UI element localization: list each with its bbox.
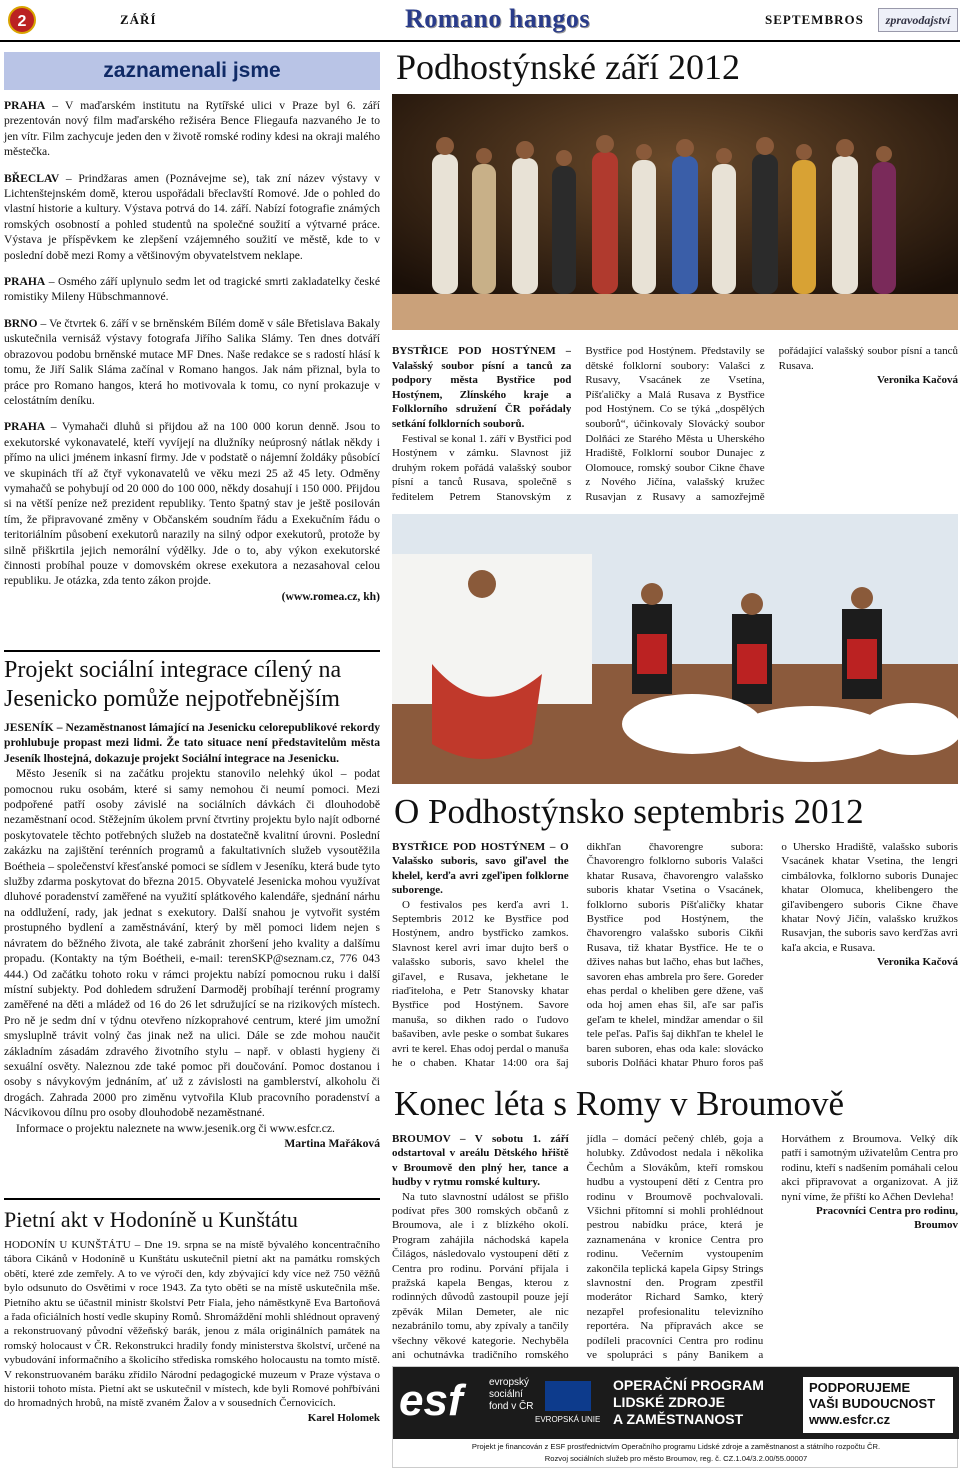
esf-logo-icon: esf [399,1376,463,1425]
section-banner: zaznamenali jsme [4,52,380,90]
ad-footer: Projekt je financován z ESF prostřednictvím Operačního programu Lidské zdroje a zaměstnanost a státního rozpočtu ČR. Rozvoj sociálních služeb pro město Broumov, reg. č. CZ.1.04/3.2.00/55.00007 [471,1442,881,1463]
project-article [4,656,380,1151]
month-romani: SEPTEMBROS [765,12,864,27]
newspaper-logo: Romano hangos [405,4,590,33]
romani-title: O Podhostýnsko septembris 2012 [394,792,864,831]
romani-text [392,840,958,1080]
news-block [4,98,380,604]
broumov-title: Konec léta s Romy v Broumově [394,1084,845,1123]
memorial-article [4,1206,380,1425]
eu-flag-icon [545,1381,591,1411]
festival-title: Podhostýnské září 2012 [396,47,740,87]
month-czech: ZÁŘÍ [120,12,157,27]
section-label: zpravodajství [878,8,958,32]
esf-advertisement [392,1366,958,1468]
project-author: Martina Mařáková [284,1136,380,1150]
news-item: PRAHA – V maďarském institutu na Rytířské ulici v Praze byl 6. září prezentován nový film maďarského režiséra Bence Fliegaufa nazvaného Je to jen vítr. Film zachycuje jeden den v životě romské rodiny kdesi na okraji malého městečka. [4,99,380,159]
news-item: PRAHA – Osmého září uplynulo sedm let od tragické smrti zakladatelky české romistiky Mileny Hübschmannové. [4,275,380,304]
news-item: PRAHA – Vymahači dluhů si přijdou až na 100 000 korun denně. Jsou to exekutorské vykonavatelé, kteří vyvíjejí na dlužníky neúprosný nátlak někdy i přímo na ulici jménem inkasní firmy. Jde v podstatě o nájemní žoldáky působící ve skupinách tří až čtyř vykonavatelů ve věku mezi 25 až 45 lety. Odměny vymahačů se pohybují od 20 000 do 100 000, někdy dosahují i 150 000. Přijdou si na větší peníze než prezident republiky. Tento špatný stav je ještě posilován tím, že připravované změny v Občanském soudním řádu a Exekučním řádu o teritoriálním působení exekutorů narazily na silný odpor exekutorů, protože by silně přiškrtila jejich nemorální výdělky. Jde o to, aby výkon exekutorské činnosti probíhal pouze v domovském okrese exekutora a nezasahoval celou republiku. Je otázka, zda tento zákon projde. [4,420,380,588]
news-source: (www.romea.cz, kh) [281,589,380,603]
festival-lead-flow: BYSTŘICE POD HOSTÝNEM – Valašský soubor písní a tanců za podpory města Bystřice pod Hostýnem, Zlínského kraje a Folklorního sdružení ČR pořádaly setkání folklorních souborů. [392,345,572,430]
broumov-author: Pracovníci Centra pro rodinu, Broumov [815,1205,958,1232]
festival-body: Festival se konal 1. září v Bystřici pod Hostýnem v zámku. Slavnost již druhým rokem pořádá valašský soubor písní a tanců Rusava, společně s ředitelem Petrem Stanovským z Bystřice pod Hostýnem. Představily se dětské folklorní soubory: Valašci z Rusavy, Vsacánek ze Vsetína, Píšťaličky a Malá Rusava z Bystřice pod Hostýnem. Co se týká „dospělých souborů“, účinkovaly Slovácký soubor Dolňáci ze Starého Města u Uherského Hradiště, Folklorní soubor Dunajec z Olomouce, romský soubor Cikne čhave z Nového Jičína, valašský kružec Rusavjan z Rusavy a samozřejmě pořádající valašský soubor písní a tanců Rusava. [392,345,958,503]
eu-label: EVROPSKÁ UNIE [535,1415,601,1424]
op-label: OPERAČNÍ PROGRAM LIDSKÉ ZDROJE A ZAMĚSTNANOST [613,1377,764,1427]
page-header [0,0,960,40]
project-lead: JESENÍK – Nezaměstnanost lámající na Jesenicku celorepublikové rekordy prohlubuje propast mezi lidmi. Že tato situace není představitelům města Jeseník lhostejná, dokazuje projekt Sociální integrace na Jesenicku. [4,721,380,765]
page-number: 2 [8,6,36,34]
romani-body: O festivalos pes kerďa avri 1. Septembris 2012 ke Bystřice pod Hostýnem, andro bystřicko zamkos. Slavnost kerel avri imar dujto berš o valašsko suboris, savo khelel the giľavel, e Rusava, jekhetane le riaďiteloha, e Petr Stanovsky khatar Bystřice pod Hostýnem. Savore manuša, so dikhen rado o ľudovo bašaviben, avle peske o sombat šukares avri te kerel. Ehas odoj perdal o manuša he o chaben. Khatar 14:00 ora šaj dikhľan čhavorengre subora: Čhavorengro folklorno suboris Valašci khatar Rusava, čhavorengro valašsko suboris khatar Vsetina o Vsacánek, folklorno suboris Píšťaličky khatar Bystřice pod Hostýnem, the čhavorengro valašsko suboris Cikňi Rusava, tiž khatar Bystřice. He te o džives nahas but lačho, ehas but lačhes, savoren ehas ambrela pro šere. Goreder ehas perdal o kheliben gere džene, vaš oda hoj amen ehas šil, aľe sar paľis geľam te khelel, mindžar amendar o šil tele peľas. Paľis šaj dikhľan te khelel le baren suboren, ehas oda kale: slovácko suboris Dolňáci khatar Phuro foros paš o Uhersko Hradiště, valašsko suboris Vsacánek khatar Vsetina, the lengri cimbálovka, folklorno suboris Dunajec khatar Olomuca, khelibengero the giľavibengero suboris Cikne čhave khatar Nový Jičín, valašsko kružkos Rusavjan, the suboris savo kerďžas avri kaľa akcia, e Rusava. [392,841,958,1070]
memorial-title: Pietní akt v Hodoníně u Kunštátu [4,1207,298,1232]
news-item: BRNO – Ve čtvrtek 6. září v se brněnském Bílém domě v sále Břetislava Bakaly uskutečnila vernisáž výstavy fotografa Jiřího Salika Slámy. Ten dnes dotváří obrazovou podobu brněnské mutace MF Dnes. Naše redakce se s radostí hlásí k tomu, že Jiří Salik Sláma začínal v Romano hangos. Jak nám přiznal, byla to práce pro Romano hangos, která ho motivovala k tomu, co nyní prokazuje v celostátním deníku. [4,316,380,407]
broumov-body: Na tuto slavnostní událost se přišlo podívat přes 300 romských občanů z Broumova, ale i z blízkého okolí. Program zahájila náchodská kapela Čilágos, následovalo vystoupení dětí z Centra pro rodinu. Porvání přijala i pražská kapela Bengas, kterou z rodinných důvodů zastoupil pouze její zpěvák Milan Demeter, ale nic nezabránilo tomu, aby zpívaly a tančily všechny věkové kategorie. Nechyběla ani ochutnávka tradičního romského jídla – domácí pečený chléb, goja a holubky. Zdůvodost nedala i několika Čechům a Slovákům, kteří romskou hudbu a vystoupení dětí z Centra pro rodinu v Broumově pochvalovali. Všichni přítomní si mohli prohlédnout pestrou nabídku práce, která je zaznamenána v kronice Centra pro rodinu. Večerním vystoupením zakončila teplická kapela Gipsy Strings slavnostní den. Program zpestřil moderátor Richard Samko, který nezapřel profesionalitu televizního reportéra. Na přípravách akce se podíleli pracovníci Centra pro rodinu ve spolupráci s pány Banikem a Horváthem z Broumova. Velký dík patří i samotným uživatelům Centra pro rodinu, kteří s nadšením pomáhali celou akci připravovat a organizovat. A již nyní víme, že příští ko Ačhen Devleha! [392,1133,958,1362]
romani-lead: BYSTŘICE POD HOSTÝNEM – O Valašsko suboris, savo giľavel the khelel, kerďa avri zgeľipen folklorne suborenge. [392,841,569,897]
divider [4,650,380,652]
project-title: Projekt sociální integrace cílený na Jesenicko pomůže nejpotřebnějším [4,657,342,712]
festival-text [392,344,958,512]
romani-author: Veronika Kačová [876,956,958,969]
slogan-box: PODPORUJEME VAŠI BUDOUCNOST www.esfcr.cz [803,1377,953,1433]
project-info: Informace o projektu naleznete na www.jesenik.org či www.esfcr.cz. [16,1121,335,1135]
festival-author: Veronika Kačová [877,374,958,387]
project-body: Město Jeseník si na začátku projektu stanovilo nelehký úkol – podat pomocnou ruku osobám, které si samy nemohou či neumí pomoci. Mezi podpořené patří osoby závislé na sociálních dávkách či dlouhodobě nezaměstnaní ocod. Stěžejním úkolem první čtvrtiny projektu bylo najít odborné poskytovatele těchto potřebných služeb na dostatečně kvalitní úrovni. Poslední zakázku na zajištění terénních programů a fakultativních služeb vysoutěžila Boétheia – společenství křesťanské pomoci se sídlem v Jeseníku, která bude tyto služby zdarma poskytovat do března 2015. Obyvatelé Jesenicka mohou využívat dluhové poradenství zaměřené na využití splátkového kalendáře, sjednání nárhu na oddlužení, rady, jak jednat s exekutory. Další snahou je vytvořit systém prostupného bydlení a zaměstnávání, který by měl pomoci lidem nejen s návratem do běžného života, ale také zabránit zhoršení jeho kvality a dalšímu propadu. (Kontakty na tým Boétheii, e-mail: terenSKP@seznam.cz, 776 043 444.) Od začátku tohoto roku v rámci projektu nabízí pomocnou ruku i další místní subjekty. Pod dohledem sdružení Darmoděj probíhají terénní programy zaměřené na děti a mládež od 16 do 26 let sdružující se na rizikových místech. Pro ně je sedm dní v týdnu otevřeno nízkoprahové centrum, které jim umožní smysluplně trávit volný čas jinak než na ulici. Dále se zde mohou naučit základním zásadám zdravého životního stylu – např. v oblasti hygieny či sexuální osvěty. Naleznou zde také pomoc při doučování. Pomoc dostanou i osoby s návykovým jednáním, ať už z závislosti na gamblerství, alkoholu či drogách. Zahrada 2000 pro ziměnu vytvořila Klub pracovního poradenství a Nácvikovou dílnu pro osoby dlouhodobě nezaměstnané. [4,767,380,1120]
dance-photo [392,514,958,784]
memorial-body: HODONÍN U KUNŠTÁTU – Dne 19. srpna se na místě bývalého koncentračního tábora Cikánů v Hodoníně u Kunštátu uskutečnil pietní akt na památku romských obětí, které zde zemřely. A to ve výročí den, kdy zbývající kdy více než 750 věžňů bylo odsunuto do Osvětimi v roce 1943. Za tyto oběti se na místě uskutečnila mše. Pietního aktu se účastnil ministr školství Petr Fiala, jeho náměstkyně Eva Bartoňová a řada oficiálních hostí vedle skupiny Romů. Shromáždění mohli shlédnout opravený a rekonstruovaný původní věžeňský barák, jenou z mála originálních památek na romský holocaust v ČR. Rekonstrukci hradily fondy ministerstva školství, určené na vybudování informačního a školicího střediska romského holocaustu na tomto místě. V rekonstruovaném baráku zřídilo Národní pedagogické muzeum v Praze výstava o historii tohoto místa. Pietní akt se uskutečnil v místech, kde byli Romové pohřbíváni do hromadných hrobů, na místě zvaném Žalov a v sousedních Černovicích. [4,1239,380,1410]
memorial-author: Karel Holomek [307,1411,380,1424]
group-photo [392,94,958,330]
broumov-lead: BROUMOV – V sobotu 1. září odstartoval v areálu Dětského hřiště v Broumově den plný her, tance a hudby v rytmu romské kultury. [392,1133,569,1189]
esf-fund-label: evropský sociální fond v ČR [489,1377,534,1412]
broumov-text [392,1132,958,1364]
divider [4,1198,380,1200]
header-rule [0,40,960,42]
news-item: BŘECLAV – Prindžaras amen (Poznávejme se), tak zní název výstavy v Lichtenštejnském domě, kterou uspořádali břeclavští Romové. Jde o pohled do vlastní historie a kultury. Výstava potrvá do 14. září. Nabízí fotografie známých romských osobností a pohled studentů na společné soužití a výtvarné práce. Výstava je příspěvkem ke zlepšení vzájemného soužití ve městě, kde to v poslední době mezi Romy a většinovým obyvatelstvem neklape. [4,171,380,262]
